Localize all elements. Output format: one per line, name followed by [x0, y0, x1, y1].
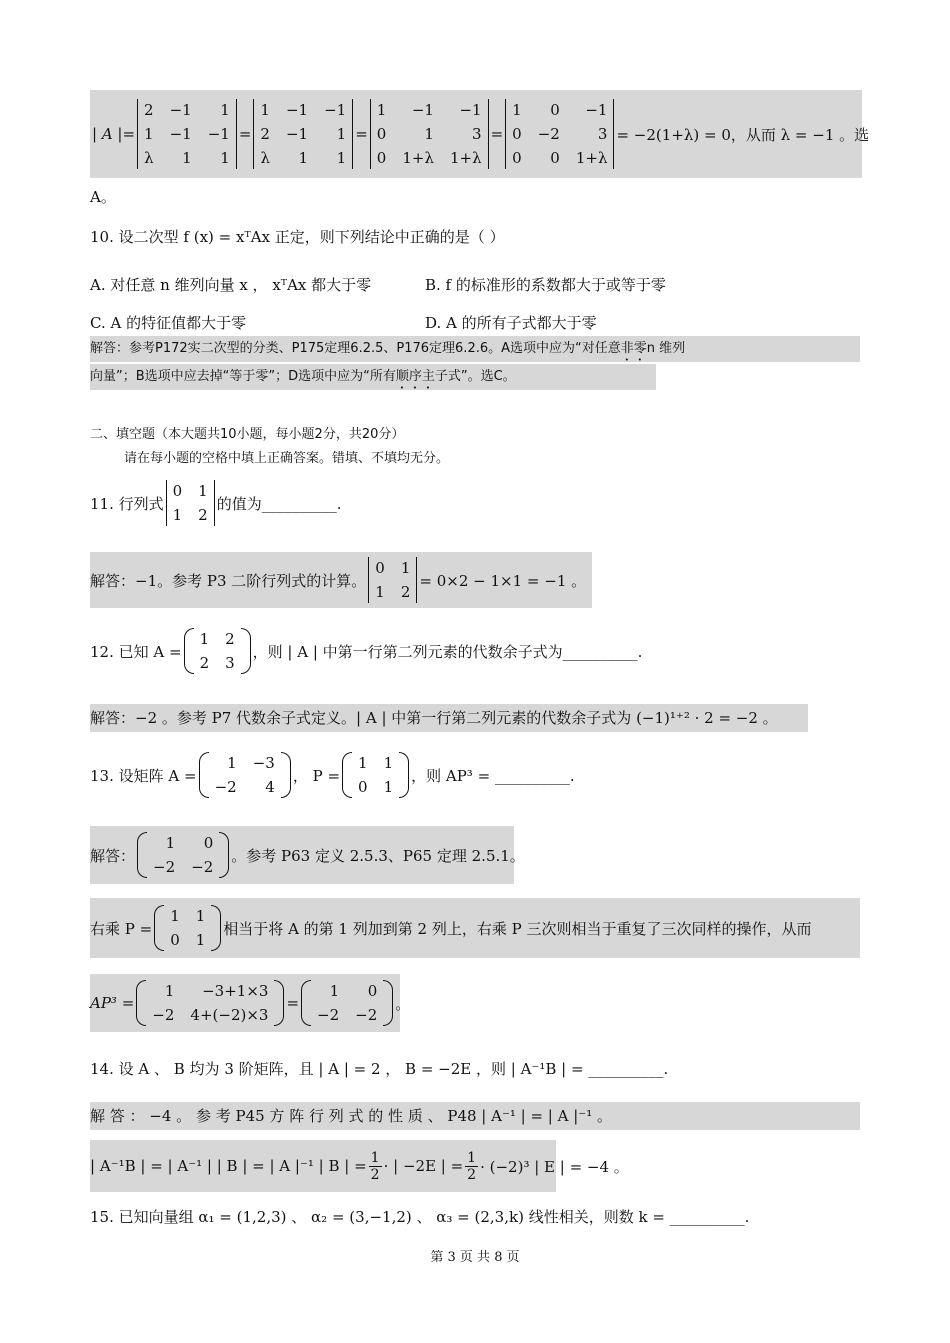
q13-calc-matrix-2 [301, 980, 393, 1026]
q9-answer-tail: A。 [90, 188, 116, 206]
matrix-body [311, 980, 383, 1026]
matrix-left-paren [301, 980, 311, 1026]
matrix-cell: −2 [355, 1006, 378, 1024]
matrix-cell: 1+λ [449, 149, 482, 167]
matrix-cell: 0 [203, 834, 214, 852]
q10-solution-line2 [90, 364, 656, 390]
matrix-cell: −1 [285, 125, 309, 143]
matrix-cell: 2 [198, 506, 208, 524]
determinant-right-bar [488, 99, 489, 169]
q13-explain-matrix [154, 905, 221, 951]
matrix-cell: 1 [220, 149, 230, 167]
q11-prefix: 11. 行列式 [90, 494, 164, 513]
q14-fraction-2 [465, 1150, 478, 1183]
q14-fraction-1 [369, 1150, 382, 1183]
q11-solution-prefix: 解答：−1。参考 P3 二阶行列式的计算。 [90, 571, 367, 590]
q9-eq-2: = [355, 125, 368, 143]
matrix-cell: −2 [214, 778, 237, 796]
determinant-right-bar [214, 480, 215, 526]
section2-title: 二、填空题（本大题共10小题，每小题2分，共20分） [90, 427, 405, 442]
q13-explanation [90, 898, 860, 958]
matrix-cell: −2 [317, 1006, 340, 1024]
matrix-cell: −1 [324, 101, 347, 119]
q13-mid: ， P = [292, 766, 341, 785]
q9-det1 [137, 99, 237, 169]
q9-det-label: | A |= [92, 125, 136, 143]
q11-solution [90, 552, 592, 608]
q9-det2 [253, 99, 353, 169]
matrix-cell: 1 [195, 907, 206, 925]
q11-determinant [166, 480, 215, 526]
q13-calc-matrix-1 [136, 980, 284, 1026]
matrix-cell: 3 [472, 125, 482, 143]
matrix-cell: 1 [182, 149, 192, 167]
determinant-right-bar [236, 99, 237, 169]
matrix-cell: −2 [191, 858, 214, 876]
matrix-cell: 0 [172, 482, 183, 500]
matrix-cell: 2 [199, 654, 210, 672]
q11-solution-determinant [368, 557, 417, 603]
matrix-cell: 2 [225, 630, 235, 648]
matrix-cell: −1 [207, 125, 230, 143]
matrix-cell: −3+1×3 [202, 982, 269, 1000]
q9-solution-determinant-line [90, 90, 870, 178]
matrix-right-paren [281, 752, 291, 798]
matrix-cell: 1+λ [402, 149, 434, 167]
matrix-right-paren [383, 980, 393, 1026]
q11-suffix: 的值为__________. [216, 494, 342, 513]
q10-option-d: D. A 的所有子式都大于零 [425, 314, 597, 332]
matrix-body [369, 557, 416, 603]
matrix-cell: 1 [383, 754, 394, 772]
matrix-cell: 1 [424, 125, 434, 143]
matrix-cell: 0 [170, 931, 180, 949]
matrix-cell: 4 [265, 778, 275, 796]
q14-fraction-2-den: 2 [467, 1166, 477, 1183]
q14-fraction-2-num: 1 [467, 1149, 477, 1166]
q14-solution-line1: 解 答 ： −4 。 参 考 P45 方 阵 行 列 式 的 性 质 、 P48 | A⁻¹ | = | A |⁻¹ 。 [90, 1102, 860, 1130]
matrix-body [147, 832, 219, 878]
q14-solution-line2 [90, 1140, 629, 1192]
matrix-cell: −3 [252, 754, 275, 772]
matrix-left-paren [184, 628, 194, 674]
q14-solution-text-a: | A⁻¹B | = | A⁻¹ | | B | = | A |⁻¹ | B | = [90, 1157, 367, 1175]
matrix-cell: 3 [225, 654, 235, 672]
matrix-cell: 1 [336, 125, 347, 143]
q12-stem [90, 628, 642, 674]
determinant-right-bar [352, 99, 353, 169]
q13-suffix: ，则 AP³ = __________. [411, 766, 575, 785]
q14-solution-text-c: · (−2)³ | E | = −4 。 [480, 1157, 629, 1176]
matrix-cell: 0 [512, 149, 522, 167]
q12-prefix: 12. 已知 A = [90, 642, 182, 661]
q15-stem: 15. 已知向量组 α₁ = (1,2,3) 、 α₂ = (3,−1,2) 、 α₃ = (2,3,k) 线性相关，则数 k = __________. [90, 1208, 750, 1226]
q9-result: = −2(1+λ) = 0，从而 λ = −1 。选 [616, 125, 870, 144]
matrix-cell: 0 [550, 149, 560, 167]
matrix-cell: 1 [164, 982, 175, 1000]
matrix-left-paren [342, 752, 352, 798]
matrix-cell: 1 [170, 907, 180, 925]
matrix-cell: 1 [375, 583, 385, 601]
matrix-cell: 2 [260, 125, 270, 143]
q14-solution-text-b: · | −2E | = [383, 1157, 464, 1175]
q12-matrix [184, 628, 251, 674]
matrix-cell: 1 [512, 101, 522, 119]
matrix-body [194, 628, 241, 674]
q12-suffix: ，则 | A | 中第一行第二列元素的代数余子式为__________. [252, 642, 643, 661]
matrix-left-paren [136, 980, 146, 1026]
q12-solution: 解答：−2 。参考 P7 代数余子式定义。| A | 中第一行第二列元素的代数余子式为 (−1)¹⁺² · 2 = −2 。 [90, 704, 808, 732]
matrix-cell: 0 [512, 125, 522, 143]
matrix-cell: λ [144, 149, 154, 167]
q13-matrix-a [199, 752, 291, 798]
matrix-cell: 1+λ [575, 149, 608, 167]
q9-det3 [370, 99, 489, 169]
matrix-cell: λ [260, 149, 270, 167]
matrix-cell: 1 [358, 754, 368, 772]
matrix-cell: 0 [375, 559, 385, 577]
page-footer: 第 3 页 共 8 页 [430, 1250, 520, 1265]
q13-explain-prefix: 右乘 P = [90, 919, 153, 938]
matrix-cell: 1 [165, 834, 176, 852]
matrix-body [167, 480, 214, 526]
q13-calc-eq: = [286, 994, 300, 1012]
matrix-cell: −1 [411, 101, 434, 119]
matrix-body [371, 99, 488, 169]
q10-solution-line1 [90, 336, 860, 362]
matrix-cell: 0 [376, 149, 387, 167]
matrix-right-paren [211, 905, 221, 951]
q14-fraction-1-num: 1 [370, 1149, 380, 1166]
matrix-cell: 1 [220, 101, 230, 119]
matrix-cell: 3 [597, 125, 608, 143]
matrix-cell: 1 [336, 149, 347, 167]
q10-solution-text-1a: 解答：参考P172实二次型的分类、P175定理6.2.5、P176定理6.2.6。A选项中应为“对任意 [90, 341, 621, 356]
matrix-cell: 4+(−2)×3 [190, 1006, 269, 1024]
q10-option-c: C. A 的特征值都大于零 [90, 314, 247, 332]
q10-stem: 10. 设二次型 f (x) = xᵀAx 正定，则下列结论中正确的是（ ） [90, 228, 505, 246]
matrix-body [164, 905, 211, 951]
matrix-right-paren [219, 832, 229, 878]
matrix-cell: 2 [144, 101, 154, 119]
q13-stem [90, 752, 575, 798]
matrix-cell: 1 [376, 101, 387, 119]
q9-det4 [505, 99, 614, 169]
matrix-body [254, 99, 352, 169]
section2-instruction: 请在每小题的空格中填上正确答案。错填、不填均无分。 [124, 451, 450, 466]
matrix-body [352, 752, 399, 798]
matrix-cell: −1 [169, 101, 192, 119]
q10-solution-emphasis-1: 非零 [620, 341, 647, 356]
matrix-body [209, 752, 281, 798]
matrix-cell: 0 [358, 778, 368, 796]
q10-option-b: B. f 的标准形的系数都大于或等于零 [425, 276, 666, 294]
q13-calc-suffix: 。 [395, 994, 411, 1013]
matrix-cell: 0 [550, 101, 560, 119]
matrix-cell: 2 [400, 583, 411, 601]
q13-explain-suffix: 相当于将 A 的第 1 列加到第 2 列上，右乘 P 三次则相当于重复了三次同样的操作，从而 [223, 919, 812, 938]
matrix-cell: 1 [172, 506, 183, 524]
matrix-cell: 0 [376, 125, 387, 143]
matrix-cell: 1 [260, 101, 270, 119]
q11-solution-suffix: = 0×2 − 1×1 = −1 。 [419, 571, 587, 590]
q13-calculation [90, 974, 411, 1032]
q9-eq-3: = [490, 125, 504, 143]
determinant-right-bar [416, 557, 417, 603]
matrix-cell: 1 [383, 778, 394, 796]
matrix-left-paren [137, 832, 147, 878]
matrix-cell: 1 [400, 559, 411, 577]
q14-stem: 14. 设 A 、 B 均为 3 阶矩阵，且 | A | = 2 ， B = −2E ，则 | A⁻¹B | = __________. [90, 1060, 669, 1078]
q10-option-a: A. 对任意 n 维列向量 x ， xᵀAx 都大于零 [90, 276, 372, 294]
matrix-cell: −2 [537, 125, 560, 143]
matrix-left-paren [199, 752, 209, 798]
matrix-cell: −1 [285, 101, 309, 119]
q13-solution [90, 826, 525, 884]
matrix-left-paren [154, 905, 164, 951]
q11-stem [90, 480, 342, 526]
matrix-cell: 1 [298, 149, 309, 167]
matrix-right-paren [399, 752, 409, 798]
q13-prefix: 13. 设矩阵 A = [90, 766, 197, 785]
q13-matrix-p [342, 752, 409, 798]
q10-solution-text-2b: 子式”。选C。 [434, 369, 516, 384]
matrix-cell: 0 [367, 982, 378, 1000]
matrix-cell: −1 [585, 101, 608, 119]
matrix-body [138, 99, 236, 169]
q10-solution-text-1b: n 维列 [646, 341, 686, 356]
matrix-cell: 1 [329, 982, 340, 1000]
matrix-cell: −1 [459, 101, 482, 119]
q10-solution-emphasis-2: 顺序主 [395, 369, 435, 384]
determinant-right-bar [613, 99, 614, 169]
matrix-cell: 1 [227, 754, 237, 772]
matrix-right-paren [274, 980, 284, 1026]
matrix-cell: 1 [198, 482, 208, 500]
q10-solution-text-2a: 向量”；B选项中应去掉“等于零”；D选项中应为“所有 [90, 369, 396, 384]
matrix-cell: 1 [144, 125, 154, 143]
q13-calc-prefix: AP³ = [90, 994, 135, 1012]
q13-solution-matrix [137, 832, 229, 878]
matrix-right-paren [241, 628, 251, 674]
matrix-cell: 1 [199, 630, 210, 648]
matrix-cell: 1 [195, 931, 206, 949]
q14-fraction-1-den: 2 [370, 1166, 380, 1183]
q13-solution-prefix: 解答： [90, 846, 136, 865]
matrix-body [146, 980, 274, 1026]
matrix-cell: −2 [152, 1006, 175, 1024]
matrix-cell: −2 [153, 858, 176, 876]
q13-solution-suffix: 。参考 P63 定义 2.5.3、P65 定理 2.5.1。 [231, 846, 525, 865]
q9-eq-1: = [238, 125, 252, 143]
matrix-cell: −1 [169, 125, 192, 143]
matrix-body [506, 99, 613, 169]
